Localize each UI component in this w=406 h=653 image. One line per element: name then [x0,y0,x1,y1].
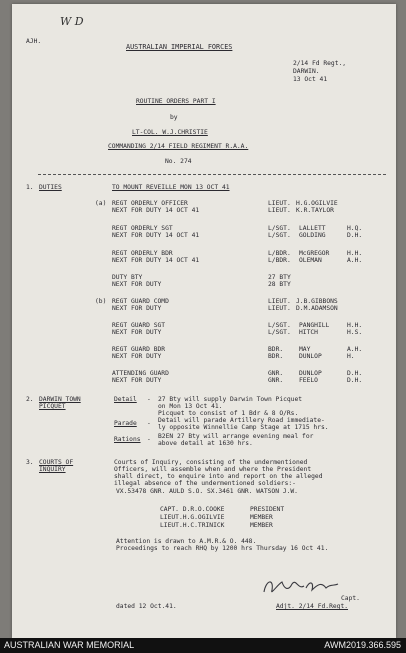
duty-label: ATTENDING GUARD [112,370,169,377]
duty-rank: LIEUT. [268,305,291,312]
duty-name: OLEMAN [299,257,322,264]
section-subheading: TO MOUNT REVEILLE MON 13 OCT 41 [112,184,230,191]
court-text-line: illegal absence of the undermentioned soldiers:- [114,480,296,487]
court-text-line: Officers, will assemble when and where the President [114,466,312,473]
duty-name: K.R.TAYLOR [296,207,334,214]
section-number: 2. [26,396,34,403]
duty-name: GOLDING [299,232,326,239]
duty-rank: L/BDR. [268,257,291,264]
order-number: No. 274 [165,158,192,165]
duty-rank: GNR. [268,377,284,384]
section-heading: COURTS OF [39,459,74,466]
duty-unit: D.H. [347,370,363,377]
archive-footer [0,638,406,653]
court-member-role: PRESIDENT [250,506,285,513]
footer-accession-number: AWM2019.366.595 [324,640,401,650]
duty-rank: L/BDR. [268,250,291,257]
duty-rank: L/SGT. [268,225,291,232]
commander-role: COMMANDING 2/14 FIELD REGIMENT R.A.A. [108,143,249,150]
duty-label: NEXT FOR DUTY [112,353,162,360]
duty-name: PANGHILL [299,322,330,329]
picquet-text: B2EN 27 Bty will arrange evening meal for [158,433,314,440]
duty-label: NEXT FOR DUTY [112,329,162,336]
duty-label: REGT ORDERLY BDR [112,250,173,257]
court-text-line: VX.53478 GNR. AULD S.O. SX.3461 GNR. WATSON J.W. [116,488,298,495]
court-note: Attention is drawn to A.M.R.& O. 448. [116,538,257,545]
duty-unit: D.H. [347,377,363,384]
duty-unit: H. [347,353,355,360]
duty-unit: H.H. [347,322,363,329]
duty-label: REGT ORDERLY OFFICER [112,200,188,207]
court-note: Proceedings to reach RHQ by 1200 hrs Thursday 16 Oct 41. [116,545,329,552]
duty-unit: H.H. [347,250,363,257]
duty-label: NEXT FOR DUTY 14 OCT 41 [112,232,200,239]
duty-name: J.B.GIBBONS [296,298,338,305]
court-member-name: CAPT. D.R.O.COOKE [160,506,225,513]
picquet-text: Picquet to consist of 1 Bdr & 8 O/Rs. [158,410,299,417]
duty-unit: H.S. [347,329,363,336]
section-number: 3. [26,459,34,466]
organisation-title: AUSTRALIAN IMPERIAL FORCES [126,43,233,51]
section-heading: DARWIN TOWN [39,396,81,403]
duty-rank: L/SGT. [268,322,291,329]
unit-line: 2/14 Fd Regt., [293,60,347,67]
duty-label: NEXT FOR DUTY [112,281,162,288]
section-heading: PICQUET [39,403,66,410]
signature-rank: Capt. [341,595,360,602]
duty-rank: L/SGT. [268,232,291,239]
picquet-text: ly opposite Winnellie Camp Stage at 1715 hrs. [158,424,329,431]
signature-title: Adjt. 2/14 Fd.Regt. [276,603,349,610]
duty-unit: A.H. [347,257,363,264]
duty-rank: LIEUT. [268,200,291,207]
duty-label: REGT GUARD COMD [112,298,169,305]
duty-unit: D.H. [347,232,363,239]
duty-label: REGT GUARD BDR [112,346,166,353]
duty-unit: H.Q. [347,225,363,232]
duty-name: McGREGOR [299,250,330,257]
court-member-name: LIEUT.H.C.TRINICK [160,522,225,529]
dated-line: dated 12 Oct.41. [116,603,177,610]
court-member-role: MEMBER [250,514,273,521]
duty-name: MAY [299,346,311,353]
section-heading: INQUIRY [39,466,66,473]
picquet-label: Rations [114,436,141,443]
duty-name: H.G.OGILVIE [296,200,338,207]
handwritten-mark: W D [60,15,84,28]
duty-label: DUTY BTY [112,274,143,281]
section-heading: DUTIES [39,184,62,191]
picquet-text: above detail at 1630 hrs. [158,440,253,447]
duty-rank: L/SGT. [268,329,291,336]
court-member-role: MEMBER [250,522,273,529]
picquet-dash: - [147,436,151,443]
picquet-text: 27 Bty will supply Darwin Town Picquet [158,396,303,403]
duty-rank: GNR. [268,370,284,377]
separator-rule [38,174,386,175]
footer-institution: AUSTRALIAN WAR MEMORIAL [4,640,135,650]
unit-line: DARWIN. [293,68,320,75]
duty-label: NEXT FOR DUTY 14 OCT 41 [112,207,200,214]
duty-rank: BDR. [268,353,284,360]
picquet-label: Detail [114,396,137,403]
unit-line: 13 Oct 41 [293,76,328,83]
section-number: 1. [26,184,34,191]
duty-label: NEXT FOR DUTY [112,377,162,384]
court-text-line: Courts of Inquiry, consisting of the undermentioned [114,459,308,466]
routine-orders-title: ROUTINE ORDERS PART I [136,98,216,105]
duty-name: DUNLOP [299,353,322,360]
by-label: by [170,114,178,121]
duty-rank: 28 BTY [268,281,291,288]
duty-label: REGT ORDERLY SGT [112,225,173,232]
picquet-dash: - [147,420,151,427]
subsection-b-label: (b) [95,298,107,305]
duty-rank: LIEUT. [268,298,291,305]
court-member-name: LIEUT.H.G.OGILVIE [160,514,225,521]
duty-name: FEELO [299,377,318,384]
duty-unit: A.H. [347,346,363,353]
handwritten-signature [260,572,350,602]
duty-name: HITCH [299,329,318,336]
duty-name: DUNLOP [299,370,322,377]
picquet-text: Detail will parade Artillery Road immediate- [158,417,325,424]
duty-label: NEXT FOR DUTY [112,305,162,312]
picquet-label: Parade [114,420,137,427]
duty-name: LALLETT [299,225,326,232]
duty-rank: BDR. [268,346,284,353]
picquet-text: on Mon 13 Oct 41. [158,403,223,410]
duty-name: D.M.ADAMSON [296,305,338,312]
court-text-line: shall direct, to enquire into and report on the alleged [114,473,323,480]
document-page [12,4,396,638]
duty-rank: LIEUT. [268,207,291,214]
duty-label: NEXT FOR DUTY 14 OCT 41 [112,257,200,264]
duty-label: REGT GUARD SGT [112,322,166,329]
reference-code: AJH. [26,38,42,45]
commander-name: LT-COL. W.J.CHRISTIE [132,129,208,136]
duty-rank: 27 BTY [268,274,291,281]
picquet-dash: - [147,396,151,403]
subsection-a-label: (a) [95,200,107,207]
